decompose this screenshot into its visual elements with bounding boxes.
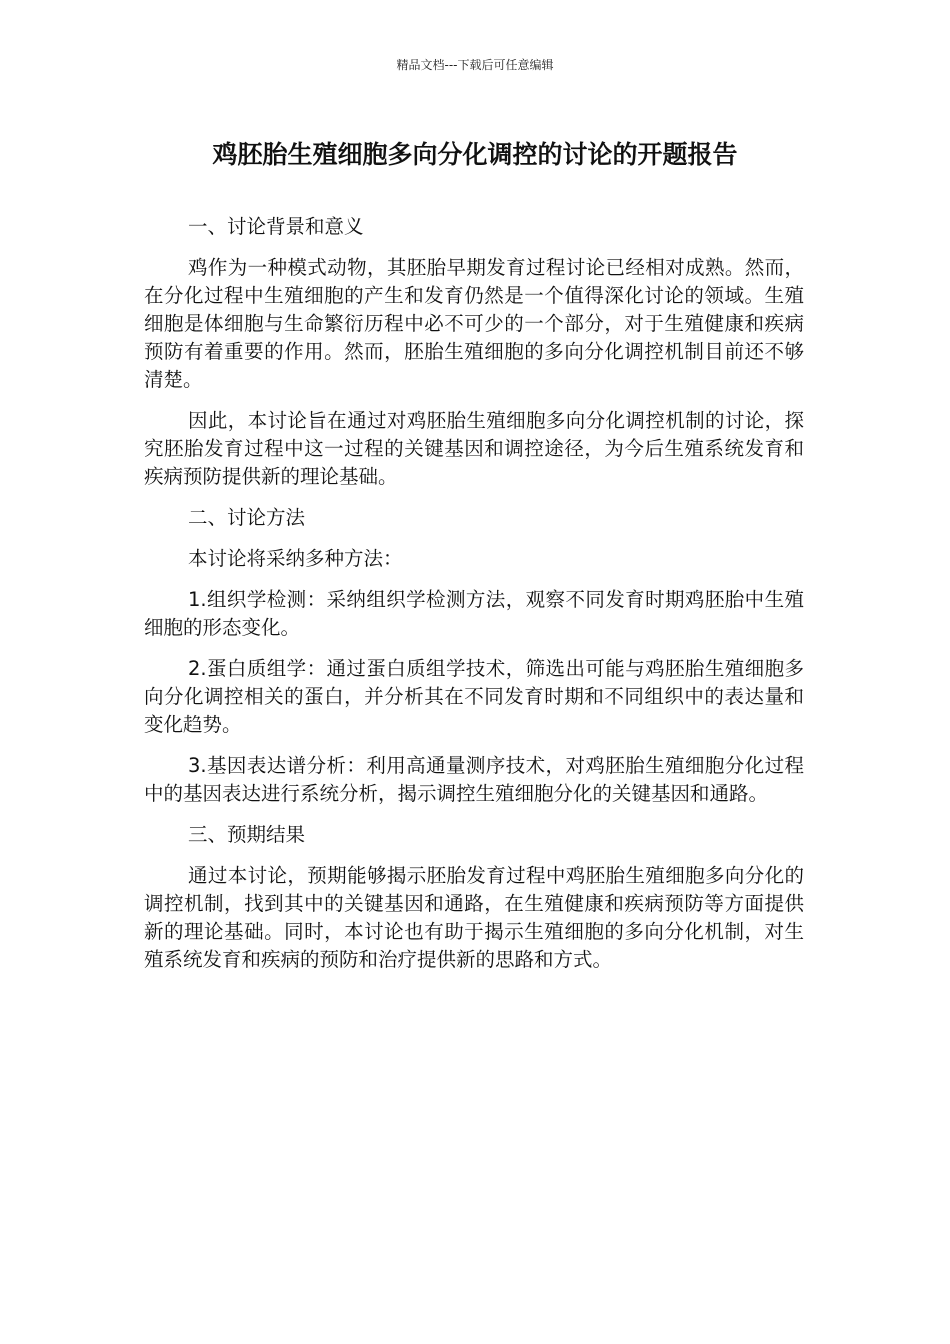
header-note: 精品文档---下载后可任意编辑 [396, 58, 554, 72]
section-heading-methods: 二、讨论方法 [188, 506, 306, 529]
section-heading-expected-results: 三、预期结果 [188, 823, 306, 846]
section-heading-background: 一、讨论背景和意义 [188, 215, 364, 238]
list-item: 2.蛋白质组学：通过蛋白质组学技术，筛选出可能与鸡胚胎生殖细胞多向分化调控相关的蛋白，并分析其在不同发育时期和不同组织中的表达量和变化趋势。 [144, 657, 804, 736]
list-item: 1.组织学检测：采纳组织学检测方法，观察不同发育时期鸡胚胎中生殖细胞的形态变化。 [144, 588, 804, 639]
document-title: 鸡胚胎生殖细胞多向分化调控的讨论的开题报告 [212, 140, 738, 169]
paragraph: 通过本讨论，预期能够揭示胚胎发育过程中鸡胚胎生殖细胞多向分化的调控机制，找到其中的关键基因和通路，在生殖健康和疾病预防等方面提供新的理论基础。同时，本讨论也有助于揭示生殖细胞的多向分化机制，对生殖系统发育和疾病的预防和治疗提供新的思路和方式。 [144, 864, 804, 971]
paragraph: 因此，本讨论旨在通过对鸡胚胎生殖细胞多向分化调控机制的讨论，探究胚胎发育过程中这一过程的关键基因和调控途径，为今后生殖系统发育和疾病预防提供新的理论基础。 [144, 409, 804, 488]
list-item: 3.基因表达谱分析：利用高通量测序技术，对鸡胚胎生殖细胞分化过程中的基因表达进行系统分析，揭示调控生殖细胞分化的关键基因和通路。 [144, 754, 804, 805]
paragraph: 鸡作为一种模式动物，其胚胎早期发育过程讨论已经相对成熟。然而，在分化过程中生殖细胞的产生和发育仍然是一个值得深化讨论的领域。生殖细胞是体细胞与生命繁衍历程中必不可少的一个部分，对于生殖健康和疾病预防有着重要的作用。然而，胚胎生殖细胞的多向分化调控机制目前还不够清楚。 [144, 256, 804, 391]
paragraph: 本讨论将采纳多种方法： [188, 547, 403, 570]
document-body [144, 213, 804, 987]
